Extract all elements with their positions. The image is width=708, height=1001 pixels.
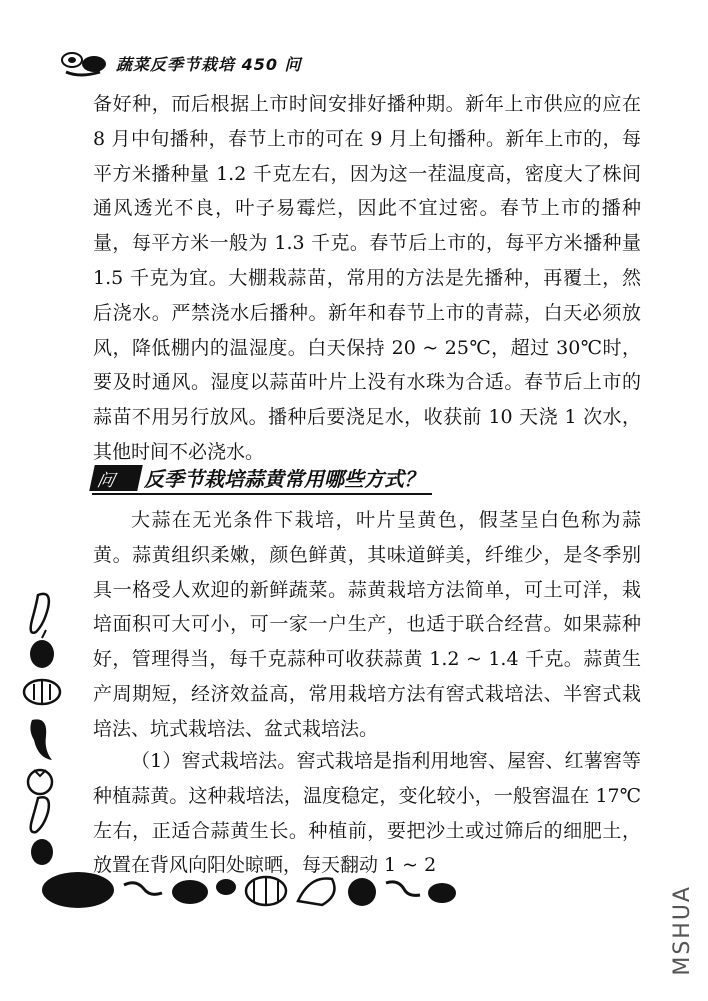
running-header — [60, 46, 480, 82]
watermark: MSHUA — [670, 885, 695, 976]
heading-underline — [92, 493, 432, 495]
question-tag — [89, 465, 143, 491]
vegetable-border-icon — [40, 865, 460, 915]
book-title: 蔬菜反季节栽培 450 问 — [116, 55, 302, 74]
question-heading — [92, 459, 432, 497]
vegetable-ornament-icon — [60, 50, 112, 78]
paragraph-continued: 备好种，而后根据上市时间安排好播种期。新年上市供应的应在 8 月中旬播种，春节上市的可在 9 月上旬播种。新年上市的，每平方米播种量 1.2 千克左右，因为这一茬温度高，密度大了株间通风透光不良，叶子易霉烂，因此不宜过密。春节上市的播种量，每平方米一般为 1.3 千克。春节后上市的，每平方米播种量 1.5 千克为宜。大棚栽蒜苗，常用的方法是先播种，再覆土，然后浇水。严禁浇水后播种。新年和春节上市的青蒜，白天必须放风，降低棚内的温湿度。白天保持 20 ~ 25℃，超过 30℃时，要及时通风。湿度以蒜苗叶片上没有水珠为合适。春节后上市的蒜苗不用另行放风。播种后要浇足水，收获前 10 天浇 1 次水，其他时间不必浇水。 — [93, 93, 641, 463]
question-title: 反季节栽培蒜黄常用哪些方式？ — [144, 467, 424, 491]
question-tag-label: 问 — [95, 471, 117, 491]
paragraph-method-1: （1）窖式栽培法。窖式栽培是指利用地窖、屋窖、红薯窖等种植蒜黄。这种栽培法，温度稳定，变化较小，一般窖温在 17℃ 左右，正适合蒜黄生长。种植前，要把沙土或过筛后的细肥土，放置在背风向阳处晾晒，每天翻动 1 ~ 2 — [93, 750, 641, 877]
vegetable-column-icon — [18, 590, 66, 870]
paragraph-intro: 大蒜在无光条件下栽培，叶片呈黄色，假茎呈白色称为蒜黄。蒜黄组织柔嫩，颜色鲜黄，其味道鲜美，纤维少，是冬季别具一格受人欢迎的新鲜蔬菜。蒜黄栽培方法简单，可土可洋，栽培面积可大可小，可一家一户生产，也适于联合经营。如果蒜种好，管理得当，每千克蒜种可收获蒜黄 1.2 ~ 1.4 千克。蒜黄生产周期短，经济效益高，常用栽培方法有窖式栽培法、半窖式栽培法、坑式栽培法、盆式栽培法。 — [93, 509, 641, 740]
